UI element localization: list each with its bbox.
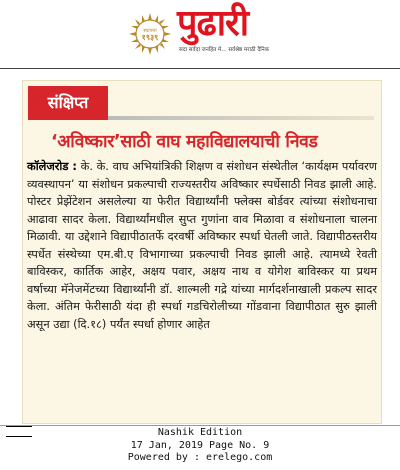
emblem-small-text: स्थापना <box>143 28 157 34</box>
footer <box>0 427 400 465</box>
footer-date-page: 17 Jan, 2019 Page No. 9 <box>130 439 270 451</box>
footer-edition: Nashik Edition <box>157 427 243 438</box>
section-tag-underline <box>108 116 374 120</box>
footer-powered-by[interactable]: Powered by : erelego.com <box>127 452 273 463</box>
sun-emblem-graphic <box>128 12 172 56</box>
brand-tagline: सदा सर्वदा जनहित मे... सर्वश्रेष्ठ मराठी दैनिक <box>179 47 269 53</box>
article-body <box>27 158 377 333</box>
sun-emblem-logo <box>128 12 172 56</box>
masthead <box>0 0 400 60</box>
brand <box>177 4 287 58</box>
brand-name: पुढारी <box>177 3 249 44</box>
section-tag-label: संक्षिप्त <box>47 93 89 112</box>
article-headline: ‘अविष्कार’साठी वाघ महाविद्यालयाची निवड <box>51 132 318 152</box>
article-body-text: के. के. वाघ अभियांत्रिकी शिक्षण व संशोधन संस्थेतील ‘कार्यक्षम पर्यावरण व्यवस्थापन’ या संशोधन प्रकल्पाची राज्यस्तरीय अविष्कार स्पर्धेसाठी निवड झाली आहे. पोस्टर प्रेझेंटेशन असलेल्या या फेरीत विद्यार्थ्यांनी फ्लेक्स बोर्डवर त्यांच्या संशोधनाचा आढावा सादर केला. विद्यार्थ्यांमधील सुप्त गुणांना वाव मिळावा व संशोधनाला चालना मिळावी. या उद्देशाने विद्यापीठातर्फे दरवर्षी अविष्कार स्पर्धा घेतली जाते. विद्यापीठस्तरीय स्पर्धेत संस्थेच्या एम.बी.ए विभागाच्या प्रकल्पाची निवड झाली आहे. त्यामध्ये रेवती बाविस्कर, कार्तिक आहेर, अक्षय पवार, अक्षय नाथ व योगेश बाविस्कर या प्रथम वर्षाच्या मॅनेजमेंटच्या विद्यार्थ्यांनी डॉ. शाल्मली गद्रे यांच्या मार्गदर्शनाखाली प्रकल्प सादर केला. अंतिम फेरीसाठी यंदा ही स्पर्धा गडचिरोलीच्या गोंडवाना विद्यापीठात सुरु झाली असून उद्या (दि.१८) पर्यंत स्पर्धा होणार आहेत <box>27 159 378 331</box>
masthead-divider <box>0 68 400 69</box>
news-clipping <box>22 80 382 424</box>
footer-divider <box>0 425 400 426</box>
emblem-year: १९३९ <box>141 33 159 42</box>
article-dateline: कॉलेजरोड : <box>27 159 77 173</box>
section-tag <box>28 86 108 120</box>
